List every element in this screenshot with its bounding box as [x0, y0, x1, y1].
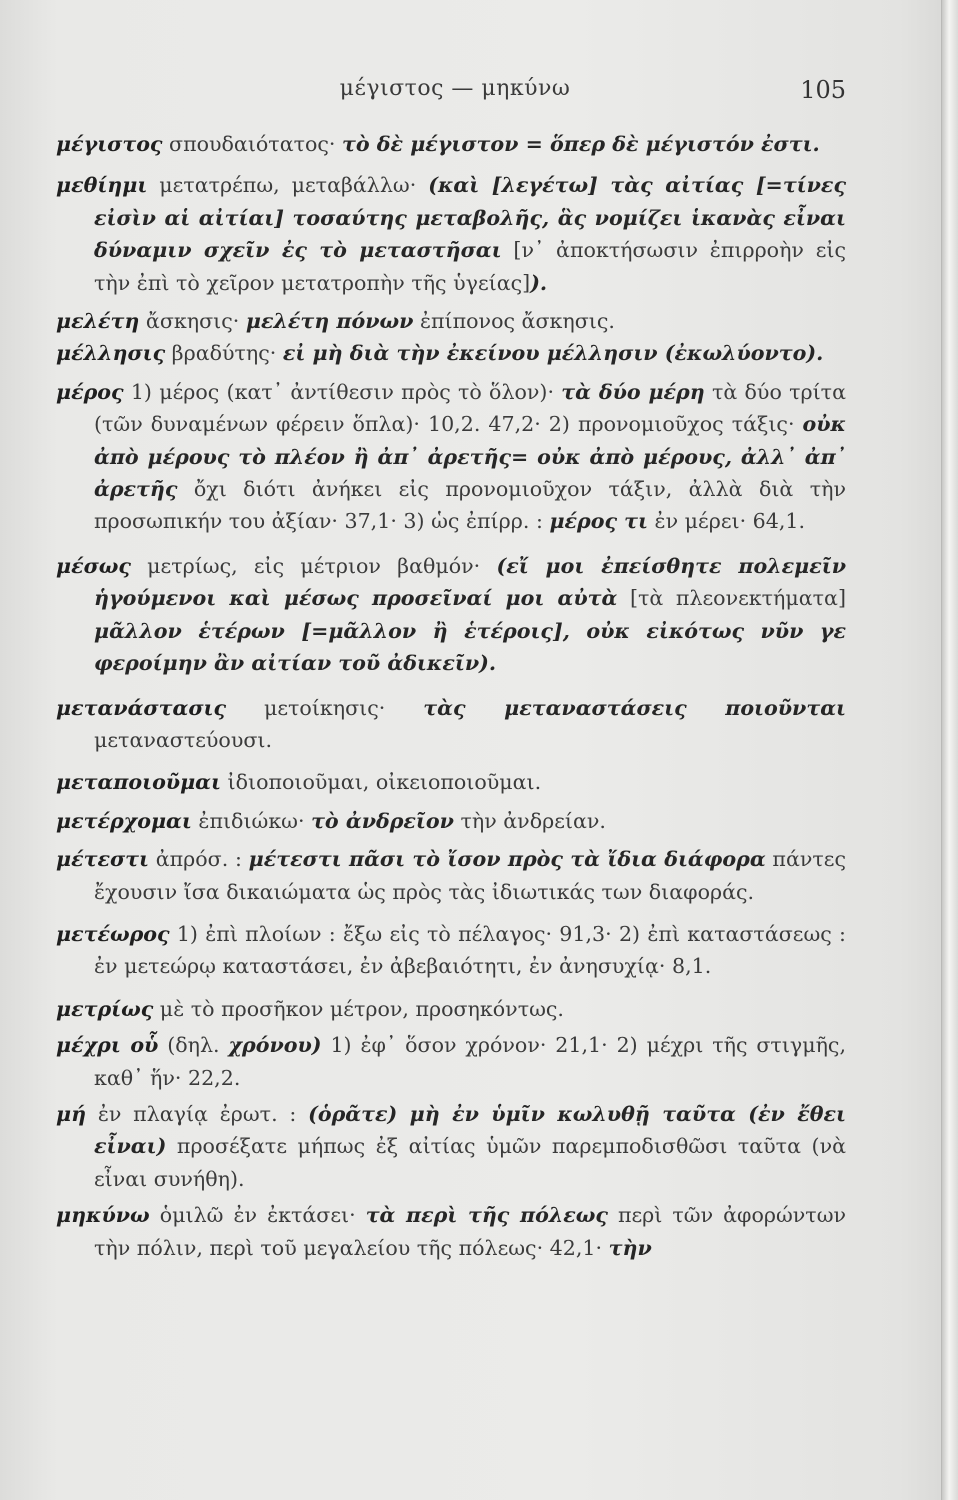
entry-example: μέρος τι [549, 509, 648, 534]
entry-example: τὰ δύο μέρη [561, 379, 705, 404]
entry-headword: μετανάστασις [56, 695, 227, 720]
entry-gloss: [ν᾽ ἀποκτήσωσιν ἐπιρροὴν εἰς τὴν ἐπὶ τὸ χεῖρον μετατροπὴν τῆς ὑγείας] [94, 238, 846, 295]
entry-gloss: ἐν πλαγίᾳ ἐρωτ. : [86, 1101, 309, 1126]
page-number: 105 [800, 76, 846, 104]
entry-gloss: 1) ἐφ᾽ ὅσον χρόνον· 21,1· 2) μέχρι τῆς στιγμῆς, καθ᾽ ἥν· 22,2. [94, 1033, 847, 1090]
entry-gloss: 1) μέρος (κατ᾽ ἀντίθεσιν πρὸς τὸ ὅλον)· [123, 379, 562, 404]
dictionary-entry [56, 169, 846, 299]
entry-gloss: τὰ δύο τρίτα (τῶν δυναμένων φέρειν ὅπλα)· 10,2. 47,2· 2) προνομιοῦχος τάξις· [94, 379, 846, 437]
entry-gloss: προσέξατε μήπως ἐξ αἰτίας ὑμῶν παρεμποδισθῶσι ταῦτα (νὰ εἶναι συνήθη). [94, 1134, 846, 1191]
entry-gloss: σπουδαιότατος· [162, 132, 343, 156]
entry-gloss: ἄσκησις· [139, 309, 246, 334]
entry-gloss: βραδύτης· [165, 341, 283, 366]
entry-headword: μεθίημι [56, 173, 148, 198]
entry-example: χρόνου) [228, 1033, 322, 1058]
entry-headword: μελέτη [56, 309, 140, 334]
entry-headword: μεταποιοῦμαι [56, 770, 221, 795]
entry-headword: μέγιστος [56, 132, 163, 156]
dictionary-entry [56, 805, 846, 837]
dictionary-entry [56, 993, 846, 1025]
entry-example: εἰ μὴ διὰ τὴν ἐκείνου μέλλησιν (ἐκωλύοντο). [282, 341, 824, 366]
dictionary-entry [56, 337, 846, 369]
entry-example: μέτεστι πᾶσι τὸ ἴσον πρὸς τὰ ἴδια διάφορα [248, 847, 766, 872]
running-title: μέγιστος — μηκύνω [339, 76, 571, 101]
entry-example: οὐκ ἀπὸ μέρους τὸ πλέον ἢ ἀπ᾽ ἀρετῆς= οὐκ ἀπὸ μέρους, ἀλλ᾽ ἀπ᾽ ἀρετῆς [94, 412, 846, 502]
entry-gloss: τὴν ἀνδρείαν. [453, 808, 606, 833]
dictionary-entry [56, 128, 846, 160]
entry-gloss: περὶ τῶν ἀφορώντων τὴν πόλιν, περὶ τοῦ μεγαλείου τῆς πόλεως· 42,1· [94, 1203, 847, 1260]
dictionary-entry [56, 1199, 846, 1264]
entry-headword: μετέωρος [56, 921, 170, 946]
entry-gloss: πάντες ἔχουσιν ἴσα δικαιώματα ὡς πρὸς τὰς ἰδιωτικάς των διαφοράς. [94, 847, 846, 904]
entry-headword: μηκύνω [56, 1203, 150, 1228]
entry-headword: μή [56, 1101, 87, 1126]
entry-example: τὴν [608, 1235, 652, 1260]
dictionary-entry [56, 550, 846, 680]
dictionary-entry [56, 1098, 846, 1195]
entry-gloss: μετατρέπω, μεταβάλλω· [147, 173, 429, 198]
entry-example: μᾶλλον ἑτέρων [=μᾶλλον ἢ ἑτέροις], οὐκ εἰκότως νῦν γε φεροίμην ἂν αἰτίαν τοῦ ἀδικεῖν). [94, 618, 846, 676]
entry-headword: μέχρι οὗ [56, 1033, 159, 1058]
entry-gloss: μεταναστεύουσι. [94, 727, 273, 752]
entry-headword: μέσως [56, 553, 131, 578]
entry-gloss: ἀπρόσ. : [148, 847, 249, 872]
dictionary-entry [56, 843, 846, 908]
entry-gloss: ἐπίπονος ἄσκησις. [413, 309, 615, 334]
entry-gloss: [τὰ πλεονεκτήματα] [617, 586, 846, 611]
entry-gloss: ὁμιλῶ ἐν ἐκτάσει· [149, 1203, 366, 1228]
entry-gloss: μὲ τὸ προσῆκον μέτρον, προσηκόντως. [153, 996, 564, 1021]
dictionary-entry [56, 305, 846, 337]
dictionary-entry [56, 692, 846, 757]
entry-gloss: μετρίως, εἰς μέτριον βαθμόν· [130, 553, 497, 578]
entry-gloss: 1) ἐπὶ πλοίων : ἔξω εἰς τὸ πέλαγος· 91,3· 2) ἐπὶ καταστάσεως : ἐν μετεώρῳ καταστάσει, ἐν ἀβεβαιότητι, ἐν ἀνησυχίᾳ· 8,1. [94, 921, 846, 979]
entry-headword: μέρος [56, 379, 124, 404]
entry-example: τὰ περὶ τῆς πόλεως [365, 1203, 608, 1228]
entry-gloss: μετοίκησις· [226, 695, 424, 720]
dictionary-entry [56, 1029, 846, 1094]
page-edge [941, 0, 958, 1500]
entry-headword: μέλλησις [56, 341, 166, 366]
entry-example: ). [530, 270, 548, 295]
entry-example: τὸ δὲ μέγιστον = ὅπερ δὲ μέγιστόν ἐστι. [342, 132, 820, 156]
dictionary-entry [56, 376, 846, 538]
entry-gloss: ἐν μέρει· 64,1. [648, 509, 806, 534]
entry-example: (ὁρᾶτε) μὴ ἐν ὑμῖν κωλυθῇ ταῦτα (ἐν ἔθει εἶναι) [94, 1101, 846, 1159]
entry-gloss: ἰδιοποιοῦμαι, οἰκειοποιοῦμαι. [220, 770, 542, 795]
entry-example: (εἴ μοι ἐπείσθητε πολεμεῖν ἡγούμενοι καὶ μέσως προσεῖναί μοι αὐτὰ [94, 553, 846, 611]
entry-gloss: (δηλ. [158, 1033, 229, 1058]
dictionary-entry [56, 766, 846, 798]
entry-example: (καὶ [λεγέτω] τὰς αἰτίας [=τίνες εἰσὶν αἱ αἰτίαι] τοσαύτης μεταβολῆς, ἃς νομίζει ἱκανὰς εἶναι δύναμιν σχεῖν ἐς τὸ μεταστῆσαι [94, 173, 846, 263]
entry-headword: μέτεστι [56, 847, 149, 872]
entry-headword: μετέρχομαι [56, 808, 192, 833]
running-head [60, 76, 850, 110]
entry-example: τὸ ἀνδρεῖον [311, 808, 454, 833]
entry-gloss: ἐπιδιώκω· [191, 808, 312, 833]
entry-example: τὰς μεταναστάσεις ποιοῦνται [423, 695, 847, 720]
dictionary-entry [56, 918, 846, 983]
entry-gloss: ὄχι διότι ἀνήκει εἰς προνομιοῦχον τάξιν, ἀλλὰ διὰ τὴν προσωπικήν του ἀξίαν· 37,1· 3) ὡς ἐπίρρ. : [94, 477, 846, 534]
entry-example: μελέτη πόνων [245, 309, 414, 334]
entry-headword: μετρίως [56, 996, 154, 1021]
dictionary-entries [56, 128, 846, 1270]
